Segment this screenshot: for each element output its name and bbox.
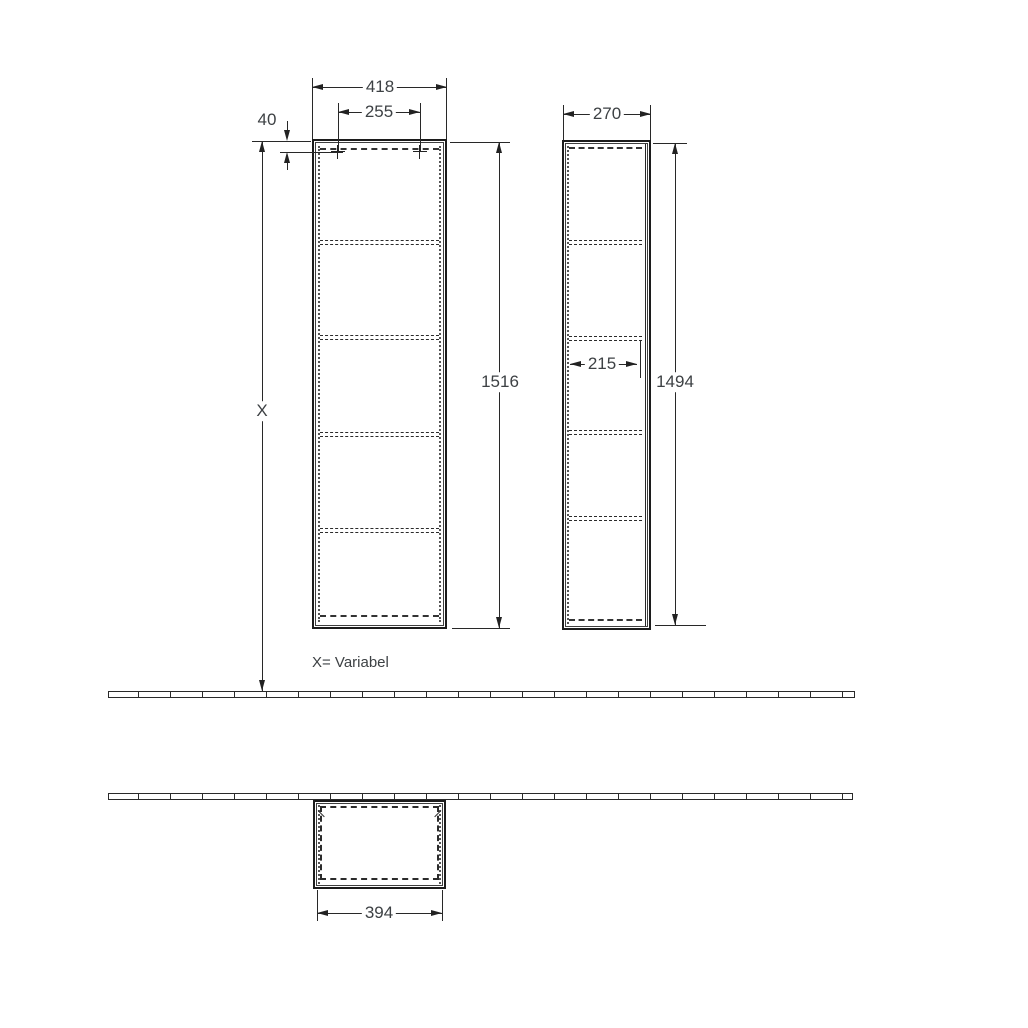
plan-body-hidden-outline <box>320 806 439 880</box>
ext-line <box>442 890 443 921</box>
variable-note-label: X= Variabel <box>312 654 389 671</box>
dim-side-inner-label: 215 <box>585 354 619 374</box>
plan-right-edge-banding <box>439 805 441 884</box>
side-shelf-2 <box>569 336 642 341</box>
front-left-edge-banding <box>318 146 320 622</box>
ext-line <box>420 103 421 152</box>
arrow-up-icon <box>672 143 678 154</box>
arrow-left-icon <box>312 84 323 90</box>
side-inner-frame <box>565 143 648 627</box>
dim-mount-offset-line <box>287 163 288 170</box>
wall-section-upper <box>108 691 855 698</box>
side-back-edge-banding <box>567 146 569 624</box>
arrow-down-icon <box>284 130 290 141</box>
dim-side-depth-label: 270 <box>590 104 624 124</box>
ext-line <box>452 628 510 629</box>
ext-line <box>640 341 641 378</box>
arrow-left-icon <box>338 109 349 115</box>
dim-front-height-label: 1516 <box>478 372 522 392</box>
front-bottom-hidden-edge <box>320 615 439 617</box>
arrow-down-icon <box>259 680 265 691</box>
dim-side-height-label: 1494 <box>653 372 697 392</box>
front-shelf-2 <box>320 335 439 340</box>
dim-plan-width-label: 394 <box>362 903 396 923</box>
arrow-up-icon <box>284 152 290 163</box>
side-elevation-view <box>562 140 651 630</box>
side-bottom-hidden-edge <box>569 619 642 621</box>
arrow-left-icon <box>570 361 581 367</box>
dim-mount-spacing-label: 255 <box>362 102 396 122</box>
front-shelf-3 <box>320 432 439 437</box>
arrow-left-icon <box>563 111 574 117</box>
wall-section-lower <box>108 793 853 800</box>
dim-front-width-label: 418 <box>363 77 397 97</box>
ext-line <box>655 625 706 626</box>
front-elevation-view <box>312 139 447 629</box>
front-shelf-4 <box>320 528 439 533</box>
arrow-right-icon <box>626 361 637 367</box>
arrow-up-icon <box>259 141 265 152</box>
side-top-hidden-edge <box>569 147 642 149</box>
plan-view <box>313 800 446 889</box>
front-inner-frame <box>315 142 444 626</box>
front-shelf-1 <box>320 240 439 245</box>
side-shelf-3 <box>569 430 642 435</box>
arrow-left-icon <box>317 910 328 916</box>
arrow-down-icon <box>496 617 502 628</box>
side-shelf-1 <box>569 240 642 245</box>
ext-line <box>317 890 318 921</box>
side-front-face-edge <box>645 144 646 626</box>
arrow-right-icon <box>640 111 651 117</box>
arrow-right-icon <box>436 84 447 90</box>
dim-variable-label: X <box>253 401 270 421</box>
front-right-edge-banding <box>439 146 441 622</box>
ext-line <box>653 143 687 144</box>
arrow-down-icon <box>672 614 678 625</box>
side-shelf-4 <box>569 516 642 521</box>
arrow-right-icon <box>409 109 420 115</box>
arrow-up-icon <box>496 142 502 153</box>
arrow-right-icon <box>431 910 442 916</box>
dim-mount-offset-label: 40 <box>255 110 280 130</box>
